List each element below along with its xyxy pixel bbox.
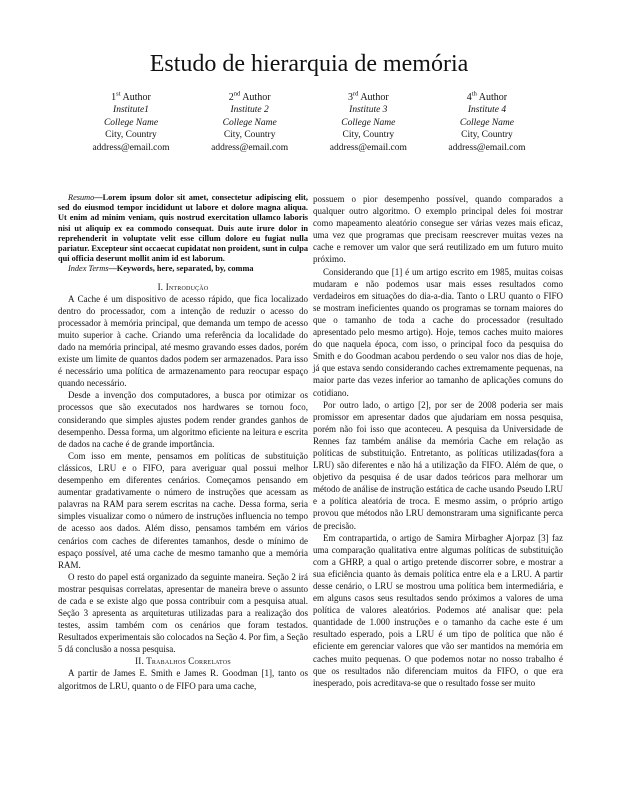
- author-college: College Name: [222, 117, 277, 128]
- author-label: Author: [478, 92, 508, 103]
- author-ordinal: 4: [466, 92, 472, 103]
- right-column: [313, 193, 563, 689]
- paragraph: A Cache é um dispositivo de acesso rápido, que fica localizado dentro do processador, com a intenção de reduzir o acesso do processador à memória principal, que demanda um tempo de acesso muito superior à cache. Criando uma referência da localidade do dado na memória principal, até mesmo gravando esses dados, porém existe um limite de quantos dados podem ser armazenados. Para isso é necessário uma política de armazenamento para reocupar espaço quando necessário.: [58, 293, 308, 389]
- author-label: Author: [122, 92, 151, 103]
- author-label: Author: [242, 92, 271, 103]
- section-heading-trabalhos-correlatos: [58, 655, 308, 667]
- left-column: [58, 193, 308, 692]
- author-city: City, Country: [461, 130, 513, 141]
- author-institute: Institute1: [113, 105, 149, 116]
- paper-title: Estudo de hierarquia de memória: [149, 51, 469, 77]
- paragraph: O resto do papel está organizado da seguinte maneira. Seção 2 irá mostrar pesquisas correlatas, apresentar de maneira breve o assunto de cada e se existe algo que possa contribuir com a pesquisa atual. Seção 3 apresenta as arquiteturas utilizadas para a realização dos testes, assim também com os cenários que foram testados. Resultados experimentais são colocados na Seção 4. Por fim, a Seção 5 dá conclusão a nossa pesquisa.: [58, 571, 308, 655]
- author-email: address@email.com: [211, 142, 289, 153]
- index-terms-lead: Index Terms: [68, 264, 109, 274]
- section-heading-text: II. Trabalhos Correlatos: [135, 656, 231, 667]
- author-ordinal: 1: [111, 92, 117, 103]
- author-college: College Name: [341, 117, 396, 128]
- paragraph: A partir de James E. Smith e James R. Goodman [1], tanto os algoritmos de LRU, quanto o de FIFO para uma cache,: [58, 668, 308, 691]
- author-college: College Name: [459, 117, 515, 128]
- author-label: Author: [360, 92, 389, 103]
- author-institute: Institute 4: [467, 105, 507, 116]
- abstract: [58, 193, 308, 264]
- author-4: [428, 92, 546, 162]
- author-3: [309, 92, 427, 162]
- author-2: [191, 92, 309, 162]
- author-ordinal-suffix: st: [116, 90, 121, 98]
- section-heading-text: I. Introdução: [157, 281, 209, 292]
- author-email: address@email.com: [329, 142, 407, 153]
- paragraph: Em contrapartida, o artigo de Samira Mirbagher Ajorpaz [3] faz uma comparação qualitativa entre algumas políticas de substituição com a GHRP, a qual o artigo pretende discorrer sobre, e mostrar a sua eficiência quanto às demais política entre ela e a LRU. A partir desse cenário, o LRU se mostrou uma política bem intermediária, e em alguns casos seus resultados sendo próximos a valores de uma política de valores aleatórios. Podemos até analisar que: pela quantidade de 1.000 instruções e o tamanho da cache este é um resultado esperado, pois a LRU é um tipo de política que não é eficiente em gerenciar valores que vão ser mantidos na memória em caches muito pequenas. O que podemos notar no nosso trabalho é que os resultados não diferenciam muitos da FIFO, o que era inesperado, pois acreditava-se que o resultado fosse ser muito: [313, 532, 563, 688]
- author-ordinal: 3: [347, 92, 353, 103]
- author-college: College Name: [103, 117, 159, 128]
- index-terms-text: —Keywords, here, separated, by, comma: [108, 264, 254, 274]
- author-ordinal-suffix: nd: [233, 90, 241, 98]
- author-city: City, Country: [342, 130, 395, 141]
- abstract-text: —Lorem ipsum dolor sit amet, consectetur adipiscing elit, sed do eiusmod tempor incididunt ut labore et dolore magna aliqua. Ut enim ad minim veniam, quis nostrud exercitation ullamco laboris nisi ut aliquip ex ea commodo consequat. Duis aute irure dolor in reprehenderit in voluptate velit esse cillum dolore eu fugiat nulla pariatur. Excepteur sint occaecat cupidatat non proident, sunt in culpa qui officia deserunt mollit anim id est laborum.: [58, 193, 308, 264]
- author-name: [191, 92, 309, 104]
- paragraph: Por outro lado, o artigo [2], por ser de 2008 poderia ser mais promissor em apresentar dados que ajudariam em nossa pesquisa, porém não foi isso que aconteceu. A pesquisa da Universidade de Rennes faz também análise da memória Cache em relação as políticas de substituição. Entretanto, as políticas utilizadas(fora a LRU) são diferentes e não há a utilização da FIFO. Além de que, o objetivo da pesquisa é de usar dados teóricos para melhorar um método de análise de instrução estática de cache usando Pseudo LRU e a política aleatória de troca. E mesmo assim, o próprio artigo provou que métodos não LRU demonstraram uma significante perca de precisão.: [313, 399, 563, 531]
- abstract-lead: Resumo: [68, 193, 95, 202]
- author-1: [72, 92, 190, 162]
- author-ordinal-suffix: rd: [352, 90, 359, 98]
- author-name: [428, 92, 546, 104]
- author-city: City, Country: [223, 130, 276, 141]
- author-block: [72, 92, 546, 162]
- paragraph: Com isso em mente, pensamos em políticas de substituição clássicos, LRU e o FIFO, para averiguar qual possui melhor desempenho em diferentes cenários. Começamos pensando em aumentar gradativamente o número de instruções que acessam as palavras na RAM para serem escritas na cache. Dessa forma, seria simples visualizar como o número de instruções influencia no tempo de acesso aos dados. Além disso, pensamos também em vários cenários com caches de diferentes tamanhos, desde o mínimo de espaço possível, até uma cache de mesmo tamanho que a memória RAM.: [58, 450, 308, 570]
- author-institute: Institute 3: [349, 105, 388, 116]
- author-ordinal-suffix: th: [471, 90, 477, 98]
- author-institute: Institute 2: [230, 105, 269, 116]
- paragraph: possuem o pior desempenho possível, quando comparados a qualquer outro algoritmo. O exemplo principal deles foi mostrar como mapeamento aleatório consegue ser várias vezes mais eficaz, uma vez que programas que precisam reescrever muitas vezes na cache e remover um valor que será reutilizado em um futuro muito próximo.: [313, 194, 563, 265]
- author-email: address@email.com: [92, 142, 170, 153]
- author-email: address@email.com: [448, 142, 526, 153]
- author-ordinal: 2: [228, 92, 234, 103]
- section-heading-introducao: [58, 281, 308, 293]
- author-name: [309, 92, 427, 104]
- paragraph: Desde a invenção dos computadores, a busca por otimizar os processos que são executados nos hardwares se tornou foco, considerando que simples ajustes podem render grandes ganhos de desempenho. Dessa forma, um algoritmo eficiente na leitura e escrita de dados na cache é de grande importância.: [58, 390, 308, 449]
- paragraph: Considerando que [1] é um artigo escrito em 1985, muitas coisas mudaram e não podemos usar mais esses resultados como verdadeiros em situações do dia-a-dia. Tanto o LRU quanto o FIFO se mostram ineficientes quando os programas se tornam maiores do que o tamanho de toda a cache do processador (resultado apresentado pelo mesmo artigo). Hoje, temos caches muito maiores do que naquela época, com isso, o principal foco da pesquisa do Smith e do Goodman acabou perdendo o seu valor nos dias de hoje, já que estava sendo considerando caches extremamente pequenas, na maior parte das vezes inferior ao tamanho de aplicações comuns do cotidiano.: [313, 266, 563, 398]
- author-name: [72, 92, 190, 104]
- author-city: City, Country: [105, 130, 157, 141]
- index-terms: [58, 264, 308, 274]
